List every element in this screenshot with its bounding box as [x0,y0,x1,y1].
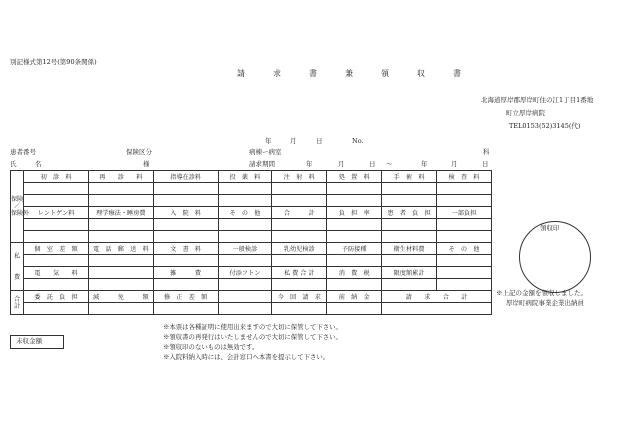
cell-label: 請 求 合 計 [382,291,492,303]
cell-label: 一部負担 [437,207,492,219]
cell-label: 委 託 負 担 [24,291,89,303]
cell-label: 減 免 額 [88,291,153,303]
period-from-month: 月 [338,160,345,168]
hospital-name: 町立厚岸病院 [506,109,545,117]
cell-label: そ の 他 [218,207,272,219]
ward-label: 病棟ー病室 [249,148,282,156]
cell-label: そ の 他 [437,243,492,255]
note-item: ※領収印のないものは無効です。 [163,343,259,351]
period-label: 請求期間 [249,160,275,168]
period-from-year: 年 [306,160,313,168]
cell-label: 入 院 料 [153,207,218,219]
cell-label: 初 診 料 [24,171,89,183]
cell-label: 注 射 料 [272,171,327,183]
cell-label: 私 費 合 計 [272,267,327,279]
cell-label: レントゲン料 [24,207,89,219]
section-private: 私 費 [11,243,24,291]
note-item: ※入院料納入時には、会計窓口へ本書を提示して下さい。 [163,353,330,361]
cell-label: 負 担 率 [327,207,382,219]
cell-label: 理学療法・睡房費 [88,207,153,219]
cell-label: 合 計 [272,207,327,219]
patient-number-label: 患者番号 [10,148,36,156]
cell-label: 限度額累計 [382,267,437,279]
cell-label: 投 薬 料 [218,171,272,183]
section-insurance: 保険 ／ 保険外 [11,171,24,243]
cell-label [88,267,153,279]
cell-label: 文 書 料 [153,243,218,255]
dept-label: 科 [483,148,490,156]
cell-label [437,267,492,279]
note-item: ※本票は各種証明に使用出来ますので大切に保管して下さい。 [163,323,342,331]
cell-label: 再 診 料 [88,171,153,183]
name-label-2: 名 [35,160,42,168]
cell-label: 消 費 税 [327,267,382,279]
cell-label: 衛生材料費 [382,243,437,255]
cell-label: 患 者 負 担 [382,207,437,219]
cell-label: 個 室 差 額 [24,243,89,255]
hospital-tel: TEL0153(52)3145(代) [509,122,581,130]
receipt-note: ※上記の金額を領収しました。 [496,289,587,297]
issue-year: 年 [265,137,272,145]
uncollected-label: 未収金額 [16,337,42,345]
cell-label [218,291,272,303]
period-to-month: 月 [451,160,458,168]
cell-label: 一般検診 [218,243,272,255]
honorific: 様 [143,160,150,168]
cell-label: 電 話 郵 送 料 [88,243,153,255]
issue-day: 日 [316,137,323,145]
cell-label: 電 気 料 [24,267,89,279]
billing-table [10,170,492,315]
cell-label: 処 置 料 [327,171,382,183]
period-to-year: 年 [421,160,428,168]
name-label-1: 氏 [10,160,17,168]
form-id: 別記様式第12号(第90条関係) [10,58,97,66]
cell-label: 今 回 請 求 [272,291,327,303]
issue-month: 月 [290,137,297,145]
cell-label: 付添フトン [218,267,272,279]
receipt-no: No. [352,137,364,145]
cell-label: 指導在診料 [153,171,218,183]
cell-label: 修 正 差 額 [153,291,218,303]
insurance-label: 保険区分 [126,148,152,156]
section-total: 合 計 [11,291,24,315]
period-to-day: 日 [482,160,489,168]
period-from-day: 日 [369,160,376,168]
hospital-address: 北海道厚岸郡厚岸町住の江1丁目1番地 [481,96,594,104]
cell-label: 検 査 料 [437,171,492,183]
period-tilde: 〜 [386,160,393,168]
cell-label: 手 術 料 [382,171,437,183]
cell-label: 前 納 金 [327,291,382,303]
stamp-label: 領収印 [540,224,560,232]
note-item: ※領収書の再発行はいたしませんので大切に保管して下さい。 [163,333,342,341]
page-title: 請 求 書 兼 領 収 書 [237,69,471,78]
cell-label: 雑 費 [153,267,218,279]
cell-label: 乳幼児検診 [272,243,327,255]
cell-label: 予防接種 [327,243,382,255]
receipt-issuer: 厚岸町病院事業企業出納員 [506,299,584,307]
